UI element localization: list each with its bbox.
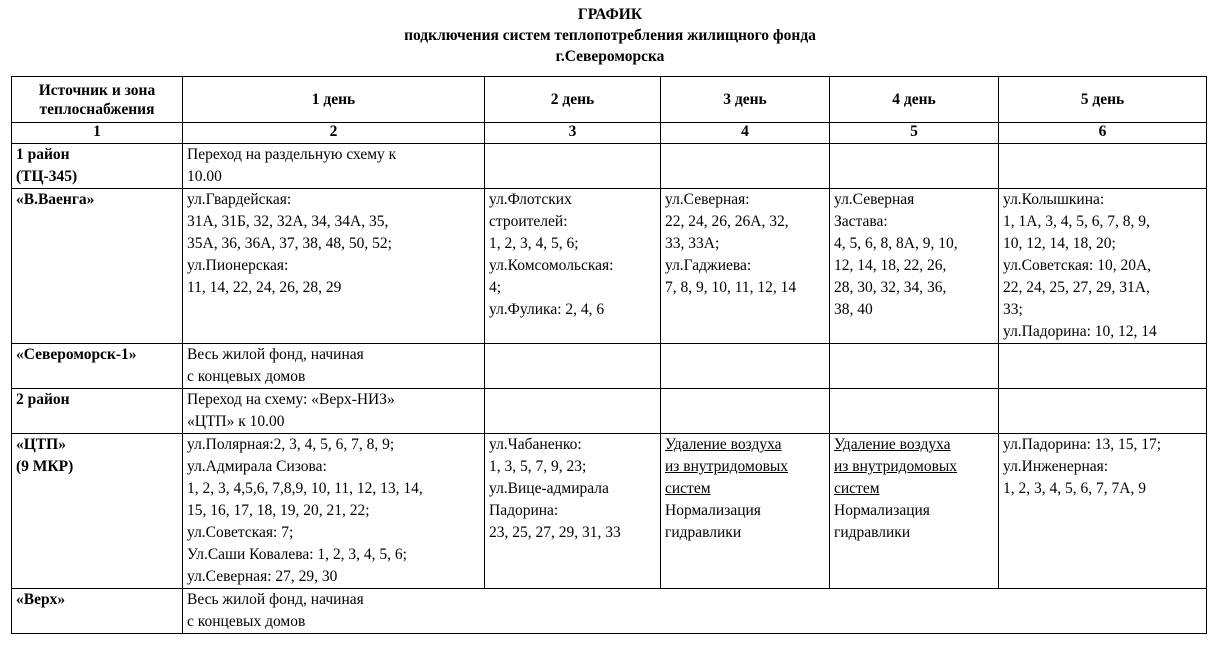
day-4-cell: Удаление воздуха из внутридомовых систем Нормализация гидравлики xyxy=(830,434,999,589)
column-number-row xyxy=(12,123,1207,144)
day-3-cell: ул.Северная: 22, 24, 26, 26А, 32, 33, 33А; ул.Гаджиева: 7, 8, 9, 10, 11, 12, 14 xyxy=(661,189,830,344)
day-1-cell: ул.Полярная:2, 3, 4, 5, 6, 7, 8, 9; ул.Адмирала Сизова: 1, 2, 3, 4,5,6, 7,8,9, 10, 11, 12, 13, 14, 15, 16, 17, 18, 19, 20, 21, 22; ул.Советская: 7; Ул.Саши Ковалева: 1, 2, 3, 4, 5, 6; ул.Северная: 27, 29, 30 xyxy=(183,434,485,589)
day-5-cell xyxy=(999,144,1207,189)
day-3-cell xyxy=(661,344,830,389)
source-cell: «Верх» xyxy=(12,589,183,634)
day-2-cell xyxy=(485,389,661,434)
day-1-cell: Переход на раздельную схему к 10.00 xyxy=(183,144,485,189)
header-day-1: 1 день xyxy=(183,77,485,123)
day-2-cell xyxy=(485,344,661,389)
day-3-cell xyxy=(661,389,830,434)
day-4-cell: ул.Северная Застава: 4, 5, 6, 8, 8А, 9, 10, 12, 14, 18, 22, 26, 28, 30, 32, 34, 36, 38, 40 xyxy=(830,189,999,344)
header-day-5: 5 день xyxy=(999,77,1207,123)
day-2-cell xyxy=(485,144,661,189)
day-5-cell xyxy=(999,389,1207,434)
day-4-cell xyxy=(830,389,999,434)
day-2-cell: ул.Флотских строителей: 1, 2, 3, 4, 5, 6; ул.Комсомольская: 4; ул.Фулика: 2, 4, 6 xyxy=(485,189,661,344)
day-5-cell xyxy=(999,344,1207,389)
table-row xyxy=(12,189,1207,344)
column-number: 4 xyxy=(661,123,830,144)
header-day-4: 4 день xyxy=(830,77,999,123)
header-source: Источник и зона теплоснабжения xyxy=(12,77,183,123)
day-1-cell: Переход на схему: «Верх-НИЗ» «ЦТП» к 10.00 xyxy=(183,389,485,434)
source-cell: 1 район (ТЦ-345) xyxy=(12,144,183,189)
day-3-cell xyxy=(661,144,830,189)
day-1-cell: ул.Гвардейская: 31А, 31Б, 32, 32А, 34, 34А, 35, 35А, 36, 36А, 37, 38, 48, 50, 52; ул.Пионерская: 11, 14, 22, 24, 26, 28, 29 xyxy=(183,189,485,344)
day-5-cell: ул.Падорина: 13, 15, 17; ул.Инженерная: 1, 2, 3, 4, 5, 6, 7, 7А, 9 xyxy=(999,434,1207,589)
header-day-2: 2 день xyxy=(485,77,661,123)
day-5-cell: ул.Колышкина: 1, 1А, 3, 4, 5, 6, 7, 8, 9, 10, 12, 14, 18, 20; ул.Советская: 10, 20А, 22, 24, 25, 27, 29, 31А, 33; ул.Падорина: 10, 12, 14 xyxy=(999,189,1207,344)
column-number: 5 xyxy=(830,123,999,144)
document-title xyxy=(0,4,1220,67)
column-number: 1 xyxy=(12,123,183,144)
table-row xyxy=(12,344,1207,389)
source-cell: «В.Ваенга» xyxy=(12,189,183,344)
header-row xyxy=(12,77,1207,123)
day-3-cell: Удаление воздуха из внутридомовых систем Нормализация гидравлики xyxy=(661,434,830,589)
table-row xyxy=(12,434,1207,589)
column-number: 2 xyxy=(183,123,485,144)
day-4-cell xyxy=(830,344,999,389)
column-number: 3 xyxy=(485,123,661,144)
day-1-cell: Весь жилой фонд, начиная с концевых домов xyxy=(183,589,1207,634)
table-row xyxy=(12,144,1207,189)
day-1-cell: Весь жилой фонд, начиная с концевых домов xyxy=(183,344,485,389)
source-cell: 2 район xyxy=(12,389,183,434)
title-line-2: подключения систем теплопотребления жилищного фонда xyxy=(404,27,816,44)
column-number: 6 xyxy=(999,123,1207,144)
day-2-cell: ул.Чабаненко: 1, 3, 5, 7, 9, 23; ул.Вице-адмирала Падорина: 23, 25, 27, 29, 31, 33 xyxy=(485,434,661,589)
title-line-3: г.Североморска xyxy=(555,48,665,65)
day-4-cell xyxy=(830,144,999,189)
header-day-3: 3 день xyxy=(661,77,830,123)
table-row xyxy=(12,589,1207,634)
table-row xyxy=(12,389,1207,434)
title-line-1: ГРАФИК xyxy=(577,6,643,23)
source-cell: «ЦТП» (9 МКР) xyxy=(12,434,183,589)
source-cell: «Североморск-1» xyxy=(12,344,183,389)
schedule-table xyxy=(11,76,1207,634)
